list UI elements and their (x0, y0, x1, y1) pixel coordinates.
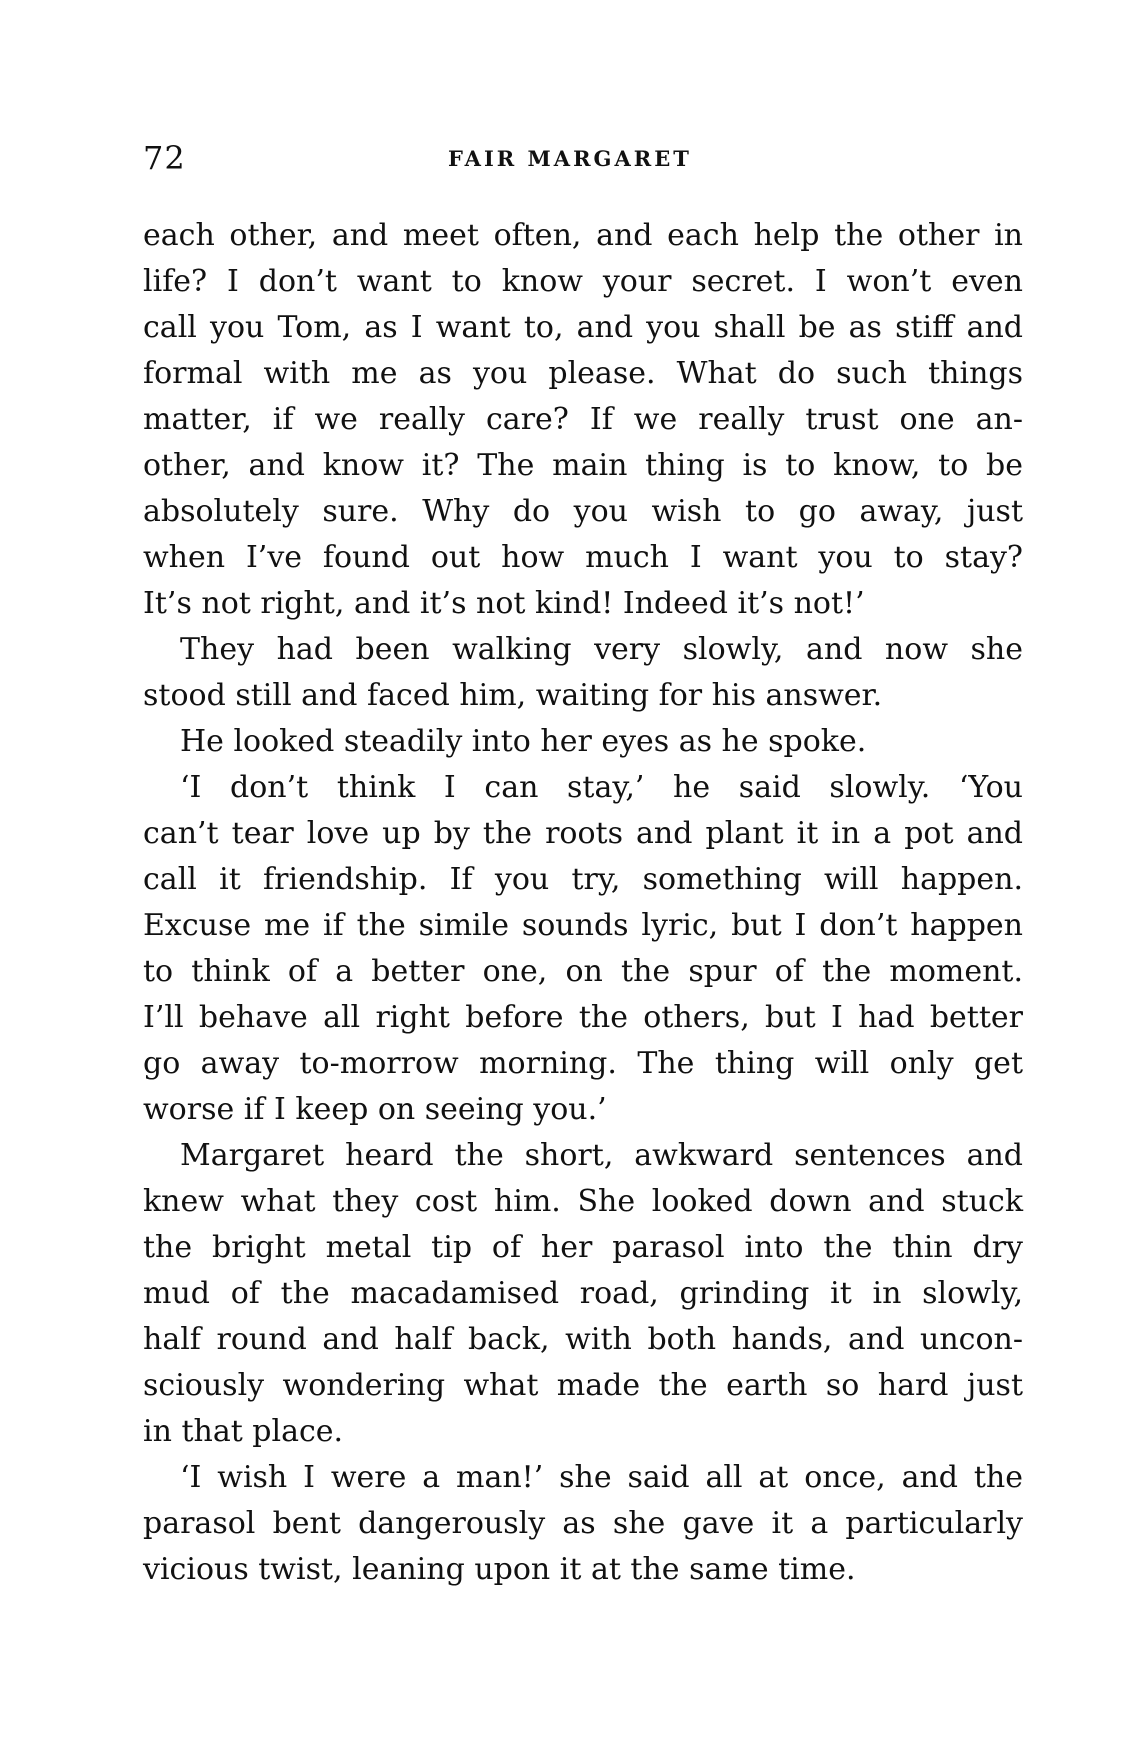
text-line: call it friendship. If you try, something will happen. (143, 862, 1023, 897)
body-text (143, 213, 1023, 1593)
text-line: He looked steadily into her eyes as he spoke. (180, 724, 867, 759)
text-line: worse if I keep on seeing you.’ (143, 1092, 607, 1127)
text-line: go away to-morrow morning. The thing will only get (143, 1046, 1023, 1081)
text-line: when I’ve found out how much I want you to stay? (143, 540, 1023, 575)
text-line: I’ll behave all right before the others, but I had better (143, 1000, 1023, 1035)
text-line: vicious twist, leaning upon it at the same time. (143, 1552, 856, 1587)
text-line: in that place. (143, 1414, 344, 1449)
text-line: formal with me as you please. What do such things (143, 356, 1023, 391)
page-number: 72 (143, 139, 186, 177)
text-line: half round and half back, with both hands, and uncon- (143, 1322, 1023, 1357)
text-line: sciously wondering what made the earth so hard just (143, 1368, 1023, 1403)
text-line: each other, and meet often, and each help the other in (143, 218, 1023, 253)
text-line: knew what they cost him. She looked down and stuck (143, 1184, 1023, 1219)
text-line: the bright metal tip of her parasol into the thin dry (143, 1230, 1023, 1265)
text-line: parasol bent dangerously as she gave it a particularly (143, 1506, 1023, 1541)
text-line: matter, if we really care? If we really trust one an- (143, 402, 1023, 437)
text-line: It’s not right, and it’s not kind! Indeed it’s not!’ (143, 586, 865, 621)
page-header (143, 138, 1023, 178)
text-line: absolutely sure. Why do you wish to go away, just (143, 494, 1023, 529)
text-line: other, and know it? The main thing is to know, to be (143, 448, 1023, 483)
text-line: life? I don’t want to know your secret. I won’t even (143, 264, 1023, 299)
text-line: can’t tear love up by the roots and plant it in a pot and (143, 816, 1023, 851)
text-line: call you Tom, as I want to, and you shall be as stiff and (143, 310, 1023, 345)
text-line: ‘I wish I were a man!’ she said all at once, and the (180, 1460, 1023, 1495)
text-line: They had been walking very slowly, and now she (180, 632, 1023, 667)
text-line: ‘I don’t think I can stay,’ he said slowly. ‘You (180, 770, 1023, 805)
text-line: Excuse me if the simile sounds lyric, but I don’t happen (143, 908, 1023, 943)
text-line: stood still and faced him, waiting for his answer. (143, 678, 883, 713)
text-line: mud of the macadamised road, grinding it in slowly, (143, 1276, 1023, 1311)
text-line: to think of a better one, on the spur of the moment. (143, 954, 1023, 989)
running-head: FAIR MARGARET (448, 146, 692, 171)
text-line: Margaret heard the short, awkward sentences and (180, 1138, 1023, 1173)
